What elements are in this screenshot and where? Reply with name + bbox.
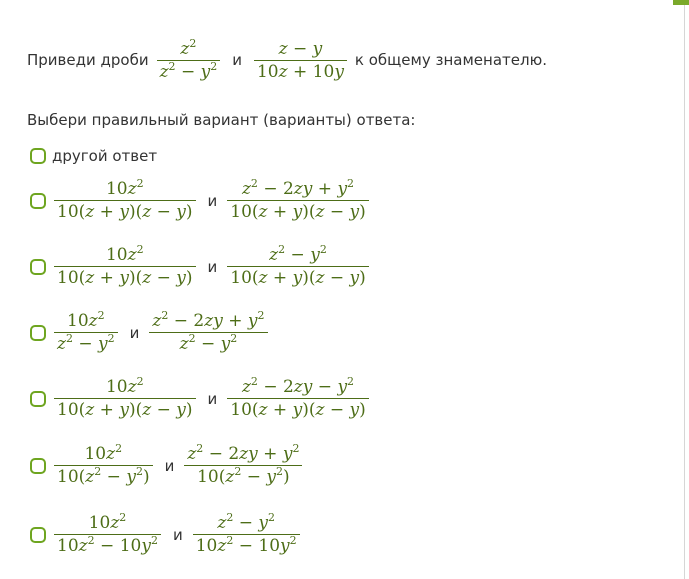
- task-prefix: Приведи дроби: [27, 51, 149, 69]
- fraction: [54, 512, 161, 557]
- checkbox[interactable]: [30, 527, 46, 543]
- option-conj: и: [129, 323, 140, 342]
- option-4-b-numerator: $z^2 - 2zy - y^2$: [241, 375, 355, 397]
- option-4[interactable]: [30, 376, 371, 421]
- fraction-2: [252, 38, 349, 83]
- option-5-a-numerator: $10z^2$: [84, 442, 123, 464]
- option-5-b-denominator: $10(z^2 - y^2)$: [197, 465, 290, 487]
- option-1[interactable]: [30, 178, 371, 223]
- checkbox[interactable]: [30, 325, 46, 341]
- fraction-1: [155, 38, 223, 83]
- option-1-b-denominator: 10(z + y)(z − y): [230, 202, 366, 222]
- option-4-a-numerator: $10z^2$: [105, 375, 144, 397]
- option-conj: и: [207, 389, 218, 408]
- option-2-a-numerator: $10z^2$: [105, 243, 144, 265]
- option-3[interactable]: [30, 310, 270, 355]
- option-3-a-numerator: $10z^2$: [67, 309, 105, 331]
- fraction-1-numerator: $z^2$: [180, 36, 197, 59]
- fraction: [54, 244, 196, 289]
- option-6-a-numerator: $10z^2$: [88, 511, 127, 533]
- progress-accent: [673, 0, 689, 5]
- fraction: [54, 443, 153, 488]
- option-6[interactable]: [30, 512, 302, 557]
- option-1-b-numerator: $z^2 - 2zy + y^2$: [241, 177, 355, 199]
- option-6-b-denominator: $10z^2 - 10y^2$: [195, 534, 297, 556]
- task-suffix: к общему знаменателю.: [354, 51, 547, 69]
- fraction: [227, 376, 369, 421]
- checkbox[interactable]: [30, 193, 46, 209]
- option-conj: и: [207, 257, 218, 276]
- fraction: [157, 38, 221, 83]
- option-1-a-numerator: $10z^2$: [105, 177, 144, 199]
- option-3-b-denominator: $z^2 - y^2$: [179, 332, 238, 354]
- option-2-a-denominator: 10(z + y)(z − y): [57, 268, 193, 288]
- option-6-a-denominator: $10z^2 - 10y^2$: [57, 534, 158, 556]
- instruction: Выбери правильный вариант (варианты) ответа:: [27, 111, 416, 129]
- fraction: [184, 443, 302, 488]
- fraction: [227, 244, 369, 289]
- option-2[interactable]: [30, 244, 371, 289]
- option-2-b-numerator: $z^2 - y^2$: [269, 243, 327, 265]
- fraction: [193, 512, 300, 557]
- option-2-b-denominator: 10(z + y)(z − y): [230, 268, 366, 288]
- fraction-1-denominator: $z^2 - y^2$: [159, 59, 218, 82]
- option-5-b-numerator: $z^2 - 2zy + y^2$: [187, 442, 300, 464]
- checkbox[interactable]: [30, 148, 46, 164]
- checkbox[interactable]: [30, 391, 46, 407]
- fraction-2-denominator: 10z + 10y: [256, 61, 344, 82]
- fraction: [149, 310, 267, 355]
- fraction: [254, 38, 347, 83]
- option-5-a-denominator: $10(z^2 - y^2)$: [57, 465, 150, 487]
- option-conj: и: [164, 456, 175, 475]
- option-4-a-denominator: 10(z + y)(z − y): [57, 400, 193, 420]
- fraction-2-numerator: z − y: [278, 38, 323, 59]
- fraction: [54, 376, 196, 421]
- option-conj: и: [207, 191, 218, 210]
- top-bar: [0, 0, 689, 5]
- option-3-a-denominator: $z^2 - y^2$: [57, 332, 115, 354]
- option-4-b-denominator: 10(z + y)(z − y): [230, 400, 366, 420]
- divider: [684, 5, 685, 579]
- checkbox[interactable]: [30, 458, 46, 474]
- option-1-a-denominator: 10(z + y)(z − y): [57, 202, 193, 222]
- fraction: [54, 310, 118, 355]
- option-6-b-numerator: $z^2 - y^2$: [217, 511, 275, 533]
- option-3-b-numerator: $z^2 - 2zy + y^2$: [152, 309, 265, 331]
- fraction: [54, 178, 196, 223]
- checkbox[interactable]: [30, 259, 46, 275]
- option-5[interactable]: [30, 443, 304, 488]
- fraction: [227, 178, 369, 223]
- task-statement: [27, 30, 547, 90]
- option-conj: и: [172, 525, 183, 544]
- option-label: другой ответ: [52, 147, 158, 165]
- task-conj: и: [232, 51, 242, 69]
- option-other[interactable]: [30, 147, 157, 165]
